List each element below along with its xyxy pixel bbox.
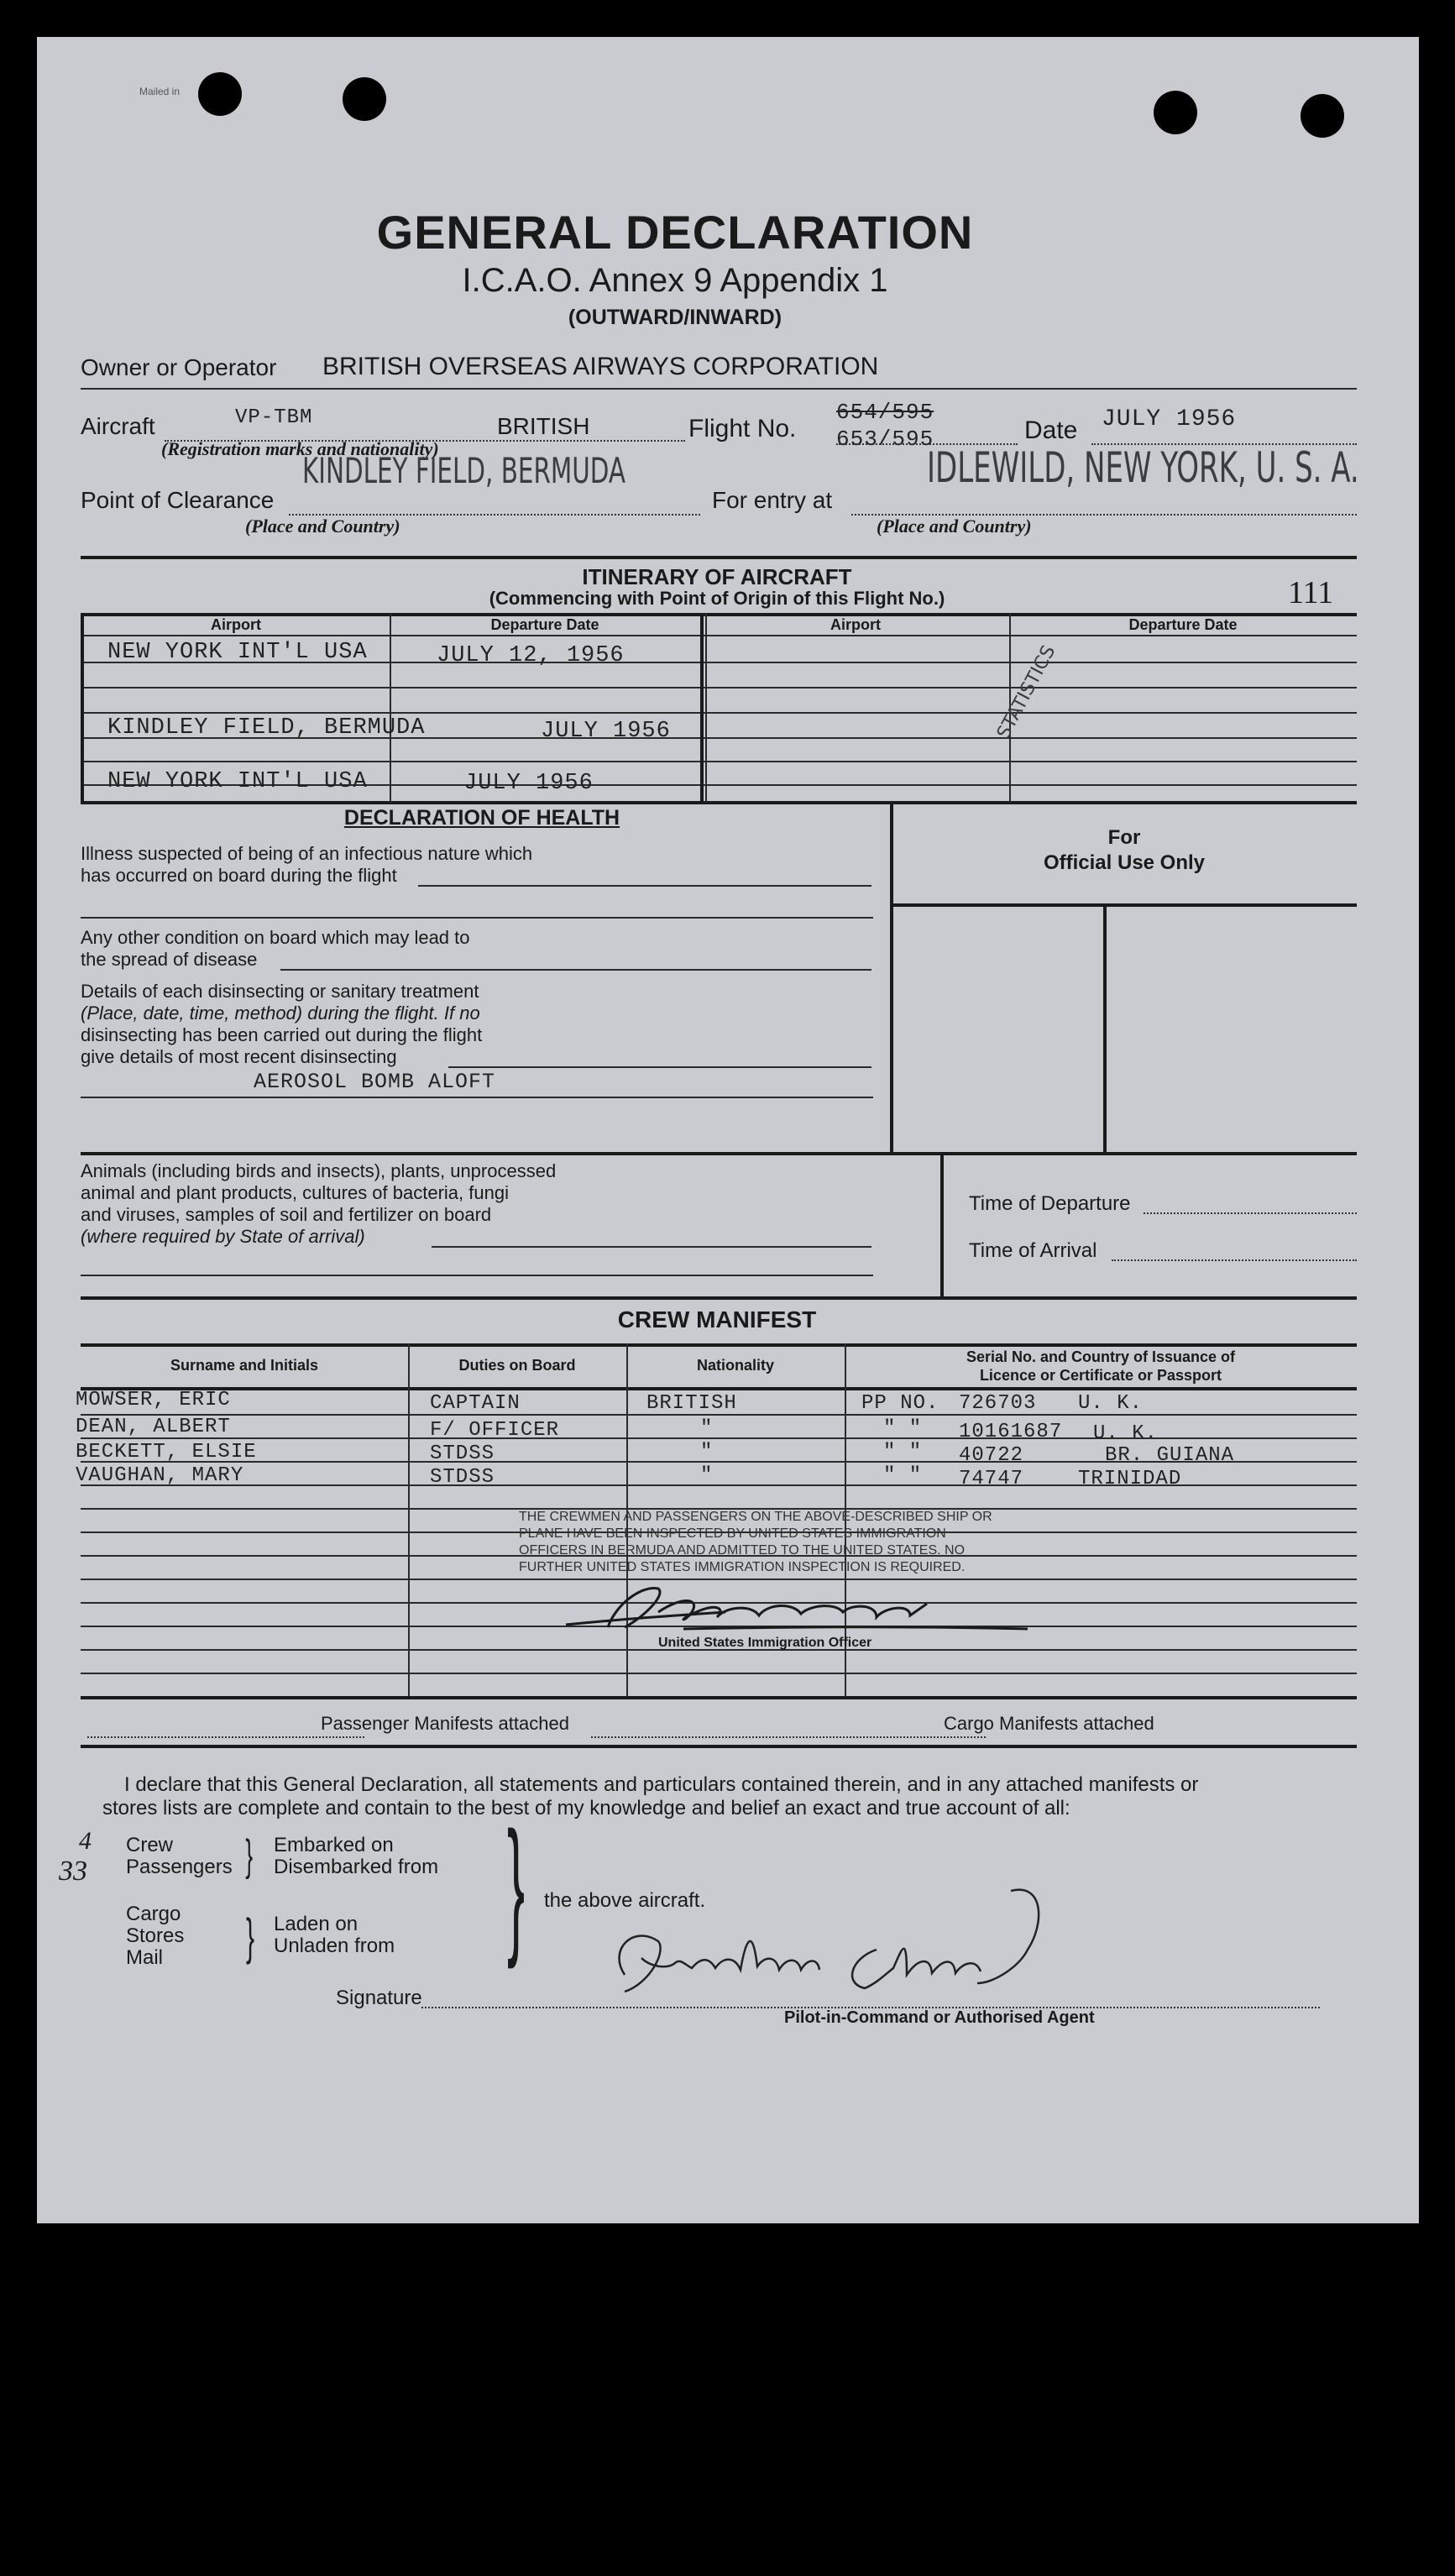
rule [81,761,1357,762]
unladen-label: Unladen from [274,1935,395,1957]
disembarked-label: Disembarked from [274,1856,439,1878]
health-other-line-1: Any other condition on board which may lead to [81,927,470,948]
form-title: GENERAL DECLARATION [376,206,974,259]
owner-value: BRITISH OVERSEAS AIRWAYS CORPORATION [322,353,879,380]
rule [81,1696,1357,1699]
rule [81,388,1357,390]
rule [408,1343,410,1698]
official-use-label: Official Use Only [1043,851,1206,874]
brace: } [246,1908,255,1965]
crew-header-duties: Duties on Board [458,1357,576,1374]
crew-row-2-nationality: " [700,1417,714,1440]
crew-row-4-prefix: " " [883,1464,923,1487]
crew-row-4-nationality: " [700,1464,714,1487]
rule [81,1387,1357,1390]
itinerary-row-3-airport: NEW YORK INT'L USA [107,769,368,794]
rule [81,1673,1357,1674]
disinsect-line-4: give details of most recent disinsecting [81,1046,397,1067]
clearance-label: Point of Clearance [81,487,275,513]
flight-value: 653/595 [836,427,934,452]
health-illness-line-2: has occurred on board during the flight [81,865,397,886]
immigration-stamp-line-1: THE CREWMEN AND PASSENGERS ON THE ABOVE-DESCRIBED SHIP OR [519,1510,992,1524]
disinsect-line-2: (Place, date, time, method) during the flight. If no [81,1003,480,1024]
rule [940,1152,944,1296]
brace: } [245,1831,254,1880]
rule [280,969,871,971]
rule [81,1275,873,1276]
crew-row-3-prefix: " " [883,1441,923,1463]
signature-label: Signature [336,1987,422,2009]
flight-label: Flight No. [688,415,797,442]
passengers-label: Passengers [126,1856,233,1878]
crew-row-4-name: VAUGHAN, MARY [76,1464,244,1487]
above-aircraft-label: the above aircraft. [544,1889,706,1912]
large-brace: } [507,1801,526,1970]
page-number: 111 [1288,575,1334,610]
crew-row-3-country: BR. GUIANA [1105,1444,1235,1467]
rule [1103,903,1107,1154]
stores-label: Stores [126,1924,185,1947]
rule [591,1736,986,1738]
crew-row-1-name: MOWSER, ERIC [76,1389,231,1411]
entry-label: For entry at [712,487,833,513]
itinerary-header-airport: Airport [211,616,261,633]
crew-row-4-duty: STDSS [430,1466,495,1489]
crew-row-3-duty: STDSS [430,1442,495,1465]
immigration-officer-caption: United States Immigration Officer [658,1636,872,1650]
rule [1112,1259,1357,1261]
crew-title: CREW MANIFEST [617,1306,817,1333]
clearance-caption: (Place and Country) [245,516,400,537]
rule [81,687,1357,689]
registration-caption: (Registration marks and nationality) [161,438,439,459]
immigration-stamp-line-3: OFFICERS IN BERMUDA AND ADMITTED TO THE UNITED STATES. NO [519,1543,966,1558]
itinerary-row-1-airport: NEW YORK INT'L USA [107,640,368,665]
rule [81,1152,1357,1155]
rule [81,1437,1357,1439]
form-direction: (OUTWARD/INWARD) [568,306,782,329]
signature-caption: Pilot-in-Command or Authorised Agent [784,2008,1095,2027]
embarked-label: Embarked on [274,1834,394,1856]
crew-count: 4 [79,1827,92,1855]
corner-note: Mailed in [139,86,181,97]
date-value: JULY 1956 [1102,406,1237,432]
rule [81,1097,873,1098]
crew-row-1-duty: CAPTAIN [430,1392,521,1415]
entry-caption: (Place and Country) [877,516,1032,537]
itinerary-row-2-date: JULY 1956 [541,719,671,744]
declaration-text-line-1: I declare that this General Declaration, all statements and particulars contained therein, and in any attached manifests or [124,1773,1199,1796]
time-departure-label: Time of Departure [969,1192,1131,1215]
punch-hole [343,77,386,121]
disinsect-line-3: disinsecting has been carried out during the flight [81,1024,483,1045]
disinsect-line-1: Details of each disinsecting or sanitary treatment [81,981,479,1002]
itinerary-header-airport-2: Airport [830,616,881,633]
crew-header-serial-2: Licence or Certificate or Passport [979,1367,1222,1384]
itinerary-row-2-airport: KINDLEY FIELD, BERMUDA [107,715,426,741]
crew-row-1-prefix: PP NO. [861,1392,939,1415]
animals-line-4: (where required by State of arrival) [81,1226,365,1247]
mail-label: Mail [126,1946,164,1969]
rule [81,801,1357,804]
crew-row-4-country: TRINIDAD [1078,1468,1182,1490]
date-label: Date [1024,416,1078,444]
rule [890,903,1357,907]
animals-line-2: animal and plant products, cultures of bacteria, fungi [81,1182,509,1203]
time-arrival-label: Time of Arrival [969,1239,1097,1262]
owner-label: Owner or Operator [81,354,277,380]
rule [81,556,1357,559]
punch-hole [1301,94,1344,138]
crew-row-3-nationality: " [700,1441,714,1463]
rule [81,1745,1357,1748]
rule [81,613,84,803]
disinsect-value: AEROSOL BOMB ALOFT [254,1070,496,1094]
health-other-line-2: the spread of disease [81,949,258,970]
immigration-stamp-line-4: FURTHER UNITED STATES IMMIGRATION INSPECTION IS REQUIRED. [519,1560,966,1574]
crew-row-2-serial: 10161687 [959,1421,1063,1443]
crew-row-4-serial: 74747 [959,1468,1024,1490]
crew-row-1-nationality: BRITISH [646,1392,737,1415]
passenger-manifests-label: Passenger Manifests attached [321,1713,569,1734]
rule [418,885,871,887]
crew-row-3-serial: 40722 [959,1444,1024,1467]
passenger-count: 33 [59,1856,87,1887]
rule [81,1296,1357,1300]
itinerary-header-date-2: Departure Date [1128,616,1238,633]
crew-row-2-country: U. K. [1093,1422,1159,1445]
document-page [37,37,1419,2223]
rule [705,613,707,803]
crew-row-2-prefix: " " [883,1417,923,1440]
itinerary-header-date: Departure Date [490,616,599,633]
official-use-for: For [1107,826,1141,849]
crew-row-3-name: BECKETT, ELSIE [76,1441,257,1463]
immigration-stamp-line-2: PLANE HAVE BEEN INSPECTED BY UNITED STATES IMMIGRATION [519,1526,946,1541]
immigration-officer-signature [557,1579,1028,1637]
flight-struck: 654/595 [836,400,934,425]
itinerary-subtitle: (Commencing with Point of Origin of this Flight No.) [489,588,945,609]
cargo-manifests-label: Cargo Manifests attached [944,1713,1154,1734]
crew-row-1-country: U. K. [1078,1392,1144,1415]
health-title: DECLARATION OF HEALTH [343,806,620,830]
rule [81,635,1357,636]
crew-row-2-duty: F/ OFFICER [430,1419,560,1442]
rule [81,712,1357,714]
punch-hole [1154,91,1197,134]
animals-line-1: Animals (including birds and insects), plants, unprocessed [81,1160,557,1181]
crew-label: Crew [126,1834,174,1856]
cargo-label: Cargo [126,1903,181,1925]
punch-hole [198,72,242,116]
rule [81,917,873,919]
form-subtitle: I.C.A.O. Annex 9 Appendix 1 [462,262,888,299]
animals-line-3: and viruses, samples of soil and fertilizer on board [81,1204,492,1225]
crew-row-2-name: DEAN, ALBERT [76,1416,231,1438]
aircraft-registration: VP-TBM [235,406,313,429]
crew-header-nationality: Nationality [696,1357,774,1374]
pilot-signature [574,1857,1112,2025]
entry-value: IDLEWILD, NEW YORK, U. S. A. [927,443,1359,492]
declaration-text-line-2: stores lists are complete and contain to the best of my knowledge and belief an exact and true account of all: [102,1797,1070,1819]
aircraft-label: Aircraft [81,413,155,439]
crew-row-1-serial: 726703 [959,1392,1037,1415]
crew-header-name: Surname and Initials [170,1357,319,1374]
rule [87,1736,364,1738]
aircraft-nationality: BRITISH [497,413,590,439]
rule [432,1246,871,1248]
rule [700,613,704,803]
crew-header-serial-1: Serial No. and Country of Issuance of [966,1348,1236,1365]
itinerary-title: ITINERARY OF AIRCRAFT [582,564,852,589]
laden-label: Laden on [274,1913,359,1935]
rule [448,1066,871,1068]
clearance-value: KINDLEY FIELD, BERMUDA [302,450,625,491]
rule [390,613,391,803]
statistics-stamp: STATISTICS [992,641,1060,743]
health-illness-line-1: Illness suspected of being of an infectious nature which [81,843,533,864]
itinerary-row-3-date: JULY 1956 [463,771,594,796]
rule [81,1343,1357,1347]
rule [1144,1212,1357,1214]
itinerary-row-1-date: JULY 12, 1956 [437,643,625,668]
